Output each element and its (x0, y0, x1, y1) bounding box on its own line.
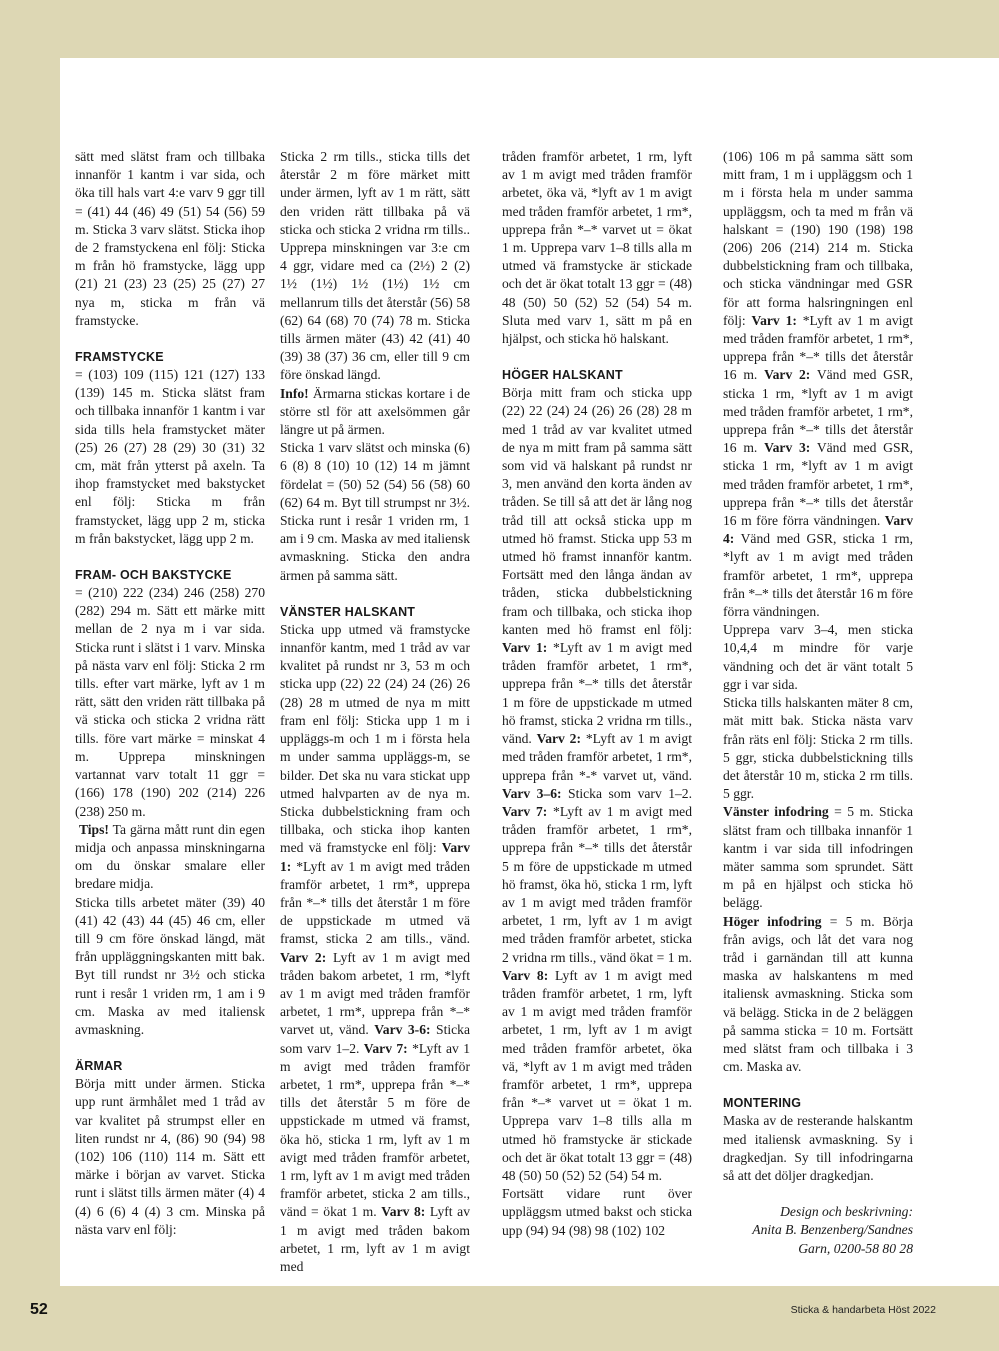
credit-line: Design och beskrivning: (780, 1204, 913, 1220)
info-text: Ärmarna stickas kortare i de större stl för att axelsömmen går längre ut på ärmen. (280, 385, 470, 438)
row-label: Varv 1: (751, 312, 797, 328)
paragraph: = (210) 222 (234) 246 (258) 270 (282) 294 m. Sätt ett märke mitt mellan de 2 nya m i var sida. Sticka runt i slätst i 1 varv. Minska på nästa varv enl följ: Sticka 2 rm tills. efter vart märke, lyft av 1 m rätt, sätt den vriden rätt tillbaka på vä sticka och sticka 2 vridna rätt tills. före vart märke = minskat 4 m. Upprepa minskningen vartannat varv totalt 11 ggr = (166) 178 (190) 202 (214) 226 (238) 250 m. (75, 585, 265, 819)
info-label: Info! (280, 385, 309, 401)
paragraph: Sticka tills halskanten mäter 8 cm, mät mitt bak. Sticka nästa varv från räts enl följ: Sticka 2 rm tills. 5 ggr, sticka dubbelstickning tills det återstår 10 m, sticka 2 rm tills. 5 ggr. (723, 695, 913, 802)
section-heading-hoger-halskant: HÖGER HALSKANT (502, 368, 623, 383)
paragraph: (106) 106 m på samma sätt som mitt fram, 1 m i uppläggsm och 1 m i första hela m under samma uppläggsm, och ta med m från vä halskant = (190) 190 (198) 198 (206) 206 (214) 214 m. Sticka dubbelstickning fram och tillbaka, och sticka vändningar med GSR för att forma halsringningen enl följ: Varv 1: *Lyft av 1 m avigt med tråden framför arbetet, 1 rm*, upprepa från *–* tills det återstår 16 m. Varv 2: Vänd med GSR, sticka 1 rm, *lyft av 1 m avigt med tråden framför arbetet, 1 rm*, upprepa från *–* tills det återstår 16 m. Varv 3: Vänd med GSR, sticka 1 rm, *lyft av 1 m avigt med tråden framför arbetet, 1 rm*, upprepa från *–* tills det återstår 16 m före förra vändningen. Varv 4: Vänd med GSR, sticka 1 rm, *lyft av 1 m avigt med tråden framför arbetet, 1 rm*, upprepa från *–* tills det återstår 16 m före förra vändningen. (723, 149, 913, 620)
credit-line: Anita B. Benzenberg/Sandnes (752, 1222, 913, 1238)
column-1 (75, 148, 265, 1239)
hoger-infodring-paragraph: Höger infodring = 5 m. Börja från avigs, och låt det vara nog tråd i garnändan till att kunna maska av halskantens m med italiensk avmaskning. Sticka som vä belägg. Sticka in de 2 beläggen på samma sticka = 10 m. Fortsätt med slätst fram och tillbaka i 3 cm. Maska av. (723, 913, 913, 1075)
paragraph: Maska av de resterande halskantm med italiensk avmaskning. Sy i dragkedjan. Sy till infodringarna så att det döljer dragkedjan. (723, 1113, 913, 1183)
section-heading-armar: ÄRMAR (75, 1059, 123, 1074)
paragraph: Sticka tills arbetet mäter (39) 40 (41) 42 (43) 44 (45) 46 cm, eller till 9 cm före önskad längd, mät från uppläggningskanten mitt bak. Byt till rundst nr 3½ och sticka runt i resår 1 vriden rm, 1 am i 9 cm. Maska av med italiensk avmaskning. (75, 894, 265, 1037)
paragraph: tråden framför arbetet, 1 rm, lyft av 1 m avigt med tråden framför arbetet, öka vä, *lyft av 1 m avigt med tråden framför arbetet, 1 rm*, upprepa från *–* varvet ut = ökat 1 m. Upprepa varv 1–8 tills alla m utmed vä framstycke är stickade och det är ökat totalt 13 ggr = (48) 48 (50) 50 (52) 52 (54) 54 m. Sluta med varv 1, sätt m på en hjälpst, och sticka hö halskant. (502, 149, 692, 347)
row-label: Varv 8: (381, 1204, 426, 1220)
credit-line: Garn, 0200-58 80 28 (798, 1240, 913, 1256)
vanster-infodring-label: Vänster infodring (723, 804, 829, 820)
section-heading-montering: MONTERING (723, 1096, 802, 1111)
row-label: Varv 3-6: (374, 1022, 431, 1038)
vanster-infodring-paragraph: Vänster infodring = 5 m. Sticka slätst fram och tillbaka innanför 1 kantm i var sida till infodringen mäter samma som sprundet. Sätt m på en hjälpst och sticka hö belägg. (723, 804, 913, 911)
paragraph: Börja mitt under ärmen. Sticka upp runt ärmhålet med 1 tråd av var kvalitet på strumpst eller en liten rundst nr 4, (86) 90 (94) 98 (102) 106 (110) 114 m. Sätt ett märke i början av varvet. Sticka runt i slätst tills ärmen mäter (4) 4 (4) 6 (6) 4 (4) 3 cm. Minska på nästa varv enl följ: (75, 1076, 265, 1237)
page (60, 58, 999, 1286)
paragraph: Upprepa varv 3–4, men sticka 10,4,4 m mindre för varje vändning och det är vänt totalt 5 ggr i var sida. (723, 622, 913, 692)
column-4 (723, 148, 913, 1258)
section-heading-fram-och-bakstycke: FRAM- OCH BAKSTYCKE (75, 568, 232, 583)
credit (723, 1203, 913, 1258)
row-label: Varv 2: (536, 731, 582, 747)
section-heading-vanster-halskant: VÄNSTER HALSKANT (280, 604, 416, 619)
paragraph: sätt med slätst fram och tillbaka innanför 1 kantm i var sida, och öka till hals vart 4:e varv 9 ggr till = (41) 44 (46) 49 (51) 54 (56) 59 m. Sticka 3 varv slätst. Sticka ihop de 2 framstyckena enl följ: Sticka m från hö framstycke, lägg upp (21) 21 (23) 23 (25) 25 (27) 27 nya m, sticka m från vä framstycke. (75, 149, 265, 328)
tips-text: Ta gärna mått runt din egen midja och anpassa minskningarna om du önskar smalare eller bredare midja. (75, 821, 266, 892)
row-label: Varv 2: (280, 949, 327, 965)
info-paragraph (280, 385, 470, 440)
row-label: Varv 4: (723, 513, 913, 547)
tips-paragraph (75, 821, 265, 894)
row-label: Varv 7: (502, 803, 548, 819)
column-2 (280, 148, 470, 1276)
paragraph: Sticka upp utmed vä framstycke innanför kantm, med 1 tråd av var kvalitet på rundst nr 3, 53 m och sticka upp (22) 22 (24) 24 (26) 26 (28) 28 m utmed de nya m mitt fram enl följ: Sticka upp 1 m i uppläggs-m och 1 m i första hela m under samma uppläggs-m, se bilder. Det ska nu vara stickat upp utmed halvparten av de nya m. Sticka dubbelstickning fram och tillbaka, och sticka ihop kanten med vä framstycke enl följ: Varv 1: *Lyft av 1 m avigt med tråden framför arbetet, 1 rm*, upprepa från *–* tills det återstår 1 m före de uppstickade m utmed vä framst, sticka 2 am tills., vänd. Varv 2: Lyft av 1 m avigt med tråden bakom arbetet, 1 rm, *lyft av 1 m avigt med tråden framför arbetet, 1 rm*, upprepa från *–* varvet ut, vänd. Varv 3-6: Sticka som varv 1–2. Varv 7: *Lyft av 1 m avigt med tråden framför arbetet, 1 rm*, upprepa från *–* tills det återstår 5 m före de uppstickade m utmed vä framst, öka hö, sticka 1 rm, lyft av 1 m avigt med tråden framför arbetet, 1 rm, lyft av 1 m avigt med tråden framför arbetet, sticka 2 am tills., vänd = ökat 1 m. Varv 8: Lyft av 1 m avigt med tråden bakom arbetet, 1 rm, lyft av 1 m avigt med (280, 621, 470, 1274)
paragraph: Fortsätt vidare runt över uppläggsm utmed bakst och sticka upp (94) 94 (98) 98 (102) 102 (502, 1186, 692, 1238)
row-label: Varv 3: (764, 440, 811, 456)
paragraph: Börja mitt fram och sticka upp (22) 22 (24) 24 (26) 26 (28) 28 m med 1 tråd av var kvalitet utmed de nya m mitt fram på samma sätt som vid vä halskant på rundst nr 3, men använd den korta änden av tråden. Se till så att det är lång nog tråd till att också sticka upp m utmed hö framst. Sticka upp 53 m utmed hö framst innanför kantm. Fortsätt med den långa ändan av tråden, sticka dubbelstickning fram och tillbaka, och sticka ihop kanten med hö framst enl följ: Varv 1: *Lyft av 1 m avigt med tråden framför arbetet, 1 rm*, upprepa från *–* tills det återstår 1 m före de uppstickade m utmed hö framst, sticka 2 vridna rm tills., vänd. Varv 2: *Lyft av 1 m avigt med tråden framför arbetet, 1 rm*, upprepa från *-* varvet ut, vänd. Varv 3–6: Sticka som varv 1–2. Varv 7: *Lyft av 1 m avigt med tråden framför arbetet, 1 rm*, upprepa från *–* tills det återstår 5 m före de uppstickade m utmed hö framst, öka hö, sticka 1 rm, lyft av 1 m avigt med tråden framför arbetet, 1 rm, lyft av 1 m avigt med tråden framför arbetet, sticka 2 vridna rm tills., vänd ökat = 1 m. Varv 8: Lyft av 1 m avigt med tråden framför arbetet, 1 rm, lyft av 1 m avigt med tråden framför arbetet, 1 rm, lyft av 1 m avigt med tråden framför arbetet, öka vä, *lyft av 1 m avigt med tråden framför arbetet, 1 rm*, upprepa från *–* varvet ut = ökat 1 m. Upprepa varv 1–8 tills alla m utmed hö framstycke är stickade och det är ökat totalt 13 ggr = (48) 48 (50) 50 (52) 52 (54) 54 m. (502, 385, 692, 1183)
row-label: Varv 1: (280, 840, 470, 874)
magazine-footer: Sticka & handarbeta Höst 2022 (790, 1304, 936, 1316)
row-label: Varv 7: (363, 1040, 408, 1056)
paragraph: Sticka 2 rm tills., sticka tills det återstår 2 m före märket mitt under ärmen, lyft av 1 m rätt, sätt den vriden rätt tillbaka på vä sticka och sticka 2 vridna rm tills.. Upprepa minskningen var 3:e cm 4 ggr, vidare med ca (2½) 2 (2) 1½ (1½) 1½ (1½) 1½ cm mellanrum tills det återstår (56) 58 (62) 64 (68) 70 (74) 78 m. Sticka tills ärmen mäter (43) 42 (41) 40 (39) 38 (37) 36 cm, eller till 9 cm före önskad längd. (280, 149, 470, 383)
row-label: Varv 2: (764, 367, 811, 383)
column-3 (502, 148, 692, 1240)
tips-label: Tips! (78, 821, 109, 837)
row-label: Varv 1: (502, 640, 548, 656)
page-number: 52 (30, 1301, 48, 1318)
section-heading-framstycke: FRAMSTYCKE (75, 350, 164, 365)
paragraph: Sticka 1 varv slätst och minska (6) 6 (8) 8 (10) 10 (12) 14 m jämnt fördelat = (50) 52 (54) 56 (58) 60 (62) 64 m. Byt till strumpst nr 3½. Sticka runt i resår 1 vriden rm, 1 am i 9 cm. Maska av med italiensk avmaskning. Sticka den andra ärmen på samma sätt. (280, 440, 470, 583)
hoger-infodring-label: Höger infodring (723, 913, 822, 929)
row-label: Varv 8: (502, 967, 549, 983)
row-label: Varv 3–6: (502, 785, 562, 801)
paragraph: = (103) 109 (115) 121 (127) 133 (139) 145 m. Sticka slätst fram och tillbaka innanför 1 kantm i var sida tills hela framstycket mäter (25) 26 (27) 28 (29) 30 (31) 32 cm, mät från ytterst på axeln. Ta ihop framstycket med bakstycket enl följ: Sticka m från framstycket, lägg upp 2 m, sticka m från bakstycket, lägg upp 2 m. (75, 367, 265, 546)
